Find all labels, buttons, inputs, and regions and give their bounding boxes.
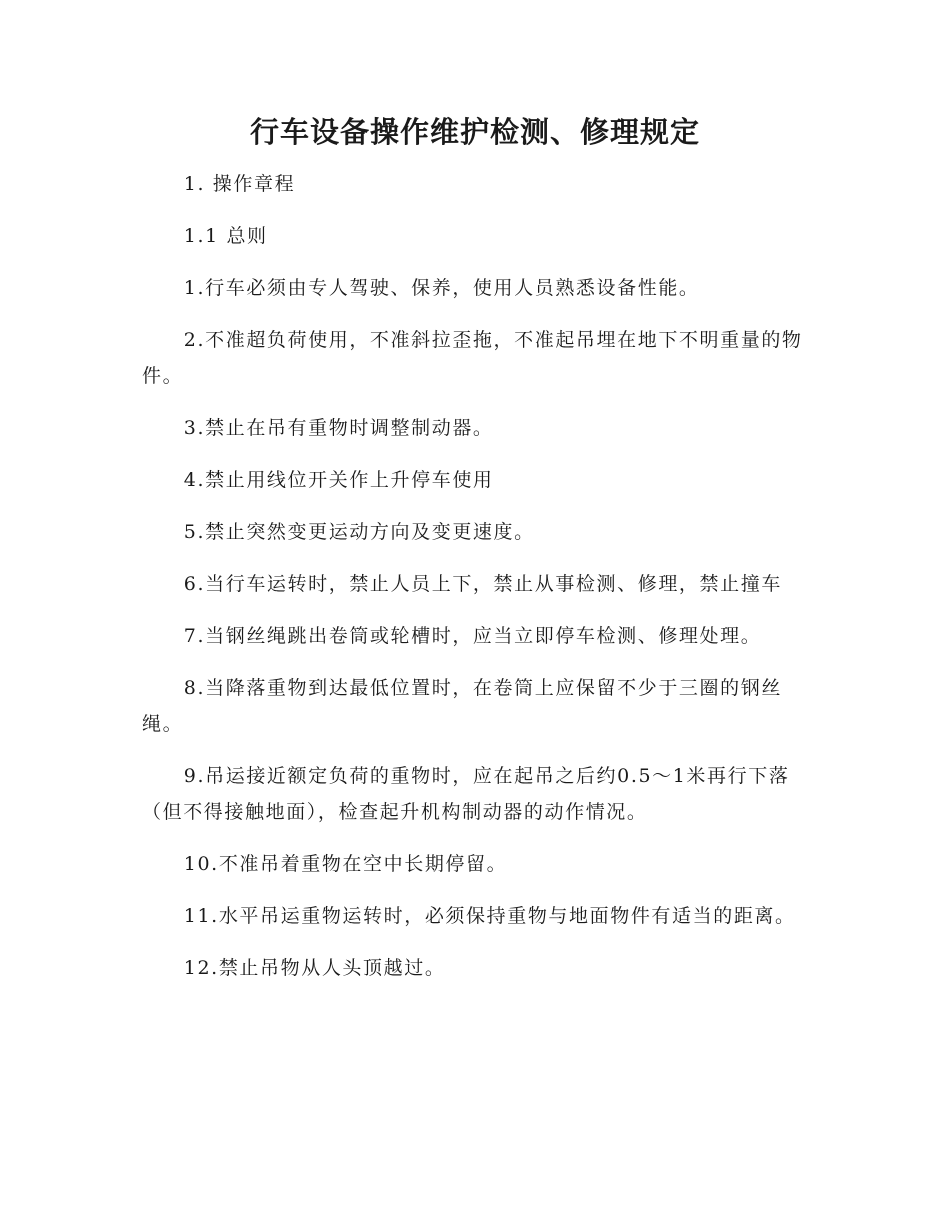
rule-paragraph: 9.吊运接近额定负荷的重物时，应在起吊之后约0.5～1米再行下落（但不得接触地面），检查起升机构制动器的动作情况。: [142, 765, 790, 823]
rule-paragraph: 2.不准超负荷使用，不准斜拉歪拖，不准起吊埋在地下不明重量的物件。: [142, 329, 803, 387]
rule-paragraph: 4.禁止用线位开关作上升停车使用: [183, 469, 494, 491]
rule-paragraph: 6.当行车运转时，禁止人员上下，禁止从事检测、修理，禁止撞车: [183, 573, 782, 595]
rule-paragraph: 1.行车必须由专人驾驶、保养，使用人员熟悉设备性能。: [183, 277, 700, 299]
section-heading: 1. 操作章程: [183, 173, 296, 195]
rule-paragraph: 7.当钢丝绳跳出卷筒或轮槽时，应当立即停车检测、修理处理。: [183, 625, 762, 647]
rule-paragraph: 10.不准吊着重物在空中长期停留。: [183, 853, 508, 875]
rule-paragraph: 8.当降落重物到达最低位置时，在卷筒上应保留不少于三圈的钢丝绳。: [142, 677, 782, 735]
rule-paragraph: 12.禁止吊物从人头顶越过。: [183, 957, 446, 979]
document-body: [142, 166, 806, 1002]
rule-paragraph: 11.水平吊运重物运转时，必须保持重物与地面物件有适当的距离。: [183, 905, 796, 927]
document-title: 行车设备操作维护检测、修理规定: [249, 115, 700, 149]
rule-paragraph: 3.禁止在吊有重物时调整制动器。: [183, 417, 494, 439]
subsection-heading: 1.1 总则: [183, 225, 268, 247]
rule-paragraph: 5.禁止突然变更运动方向及变更速度。: [183, 521, 535, 543]
